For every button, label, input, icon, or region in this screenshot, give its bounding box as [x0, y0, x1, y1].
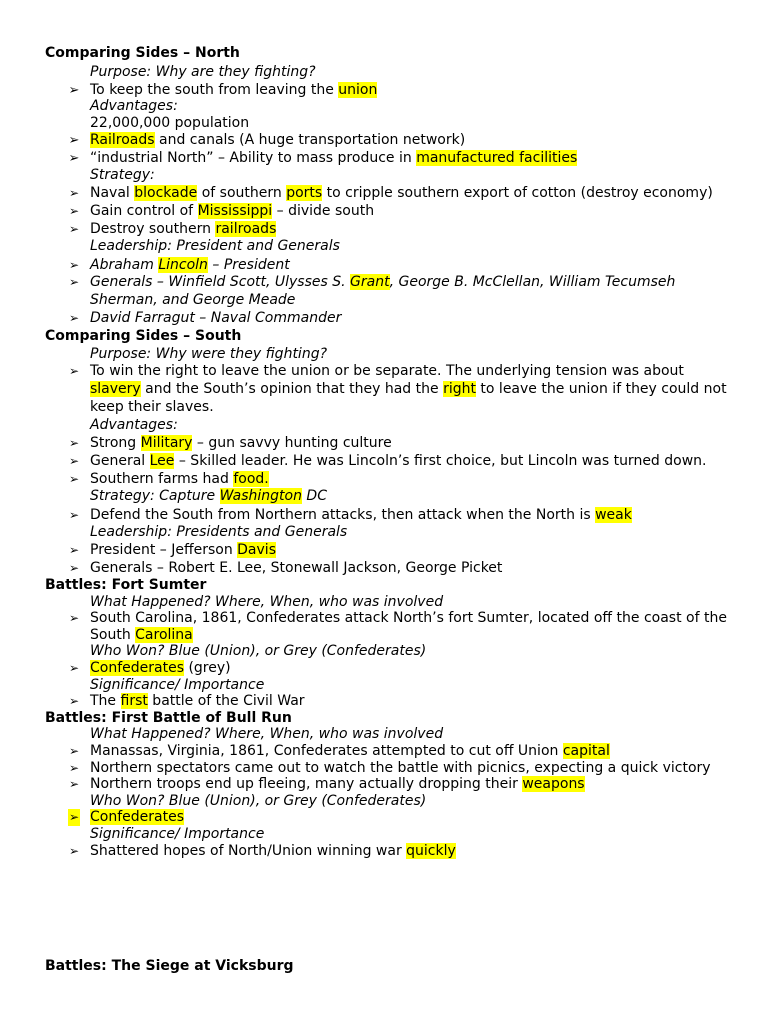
section-heading-south: Comparing Sides – South — [45, 328, 242, 344]
arrow-bullet-icon: ➢ — [68, 543, 80, 557]
arrow-bullet-icon: ➢ — [68, 454, 80, 468]
highlight: Military — [140, 435, 193, 451]
purpose-label: Purpose: Why are they fighting? — [90, 64, 316, 80]
arrow-bullet-icon: ➢ — [68, 364, 80, 378]
list-item-continuation: South Carolina — [90, 627, 193, 643]
list-item: ➢ Destroy southern railroads — [68, 221, 277, 237]
list-item: ➢ General Lee – Skilled leader. He was Lincoln’s first choice, but Lincoln was turned down. — [68, 453, 707, 469]
list-item: ➢ Abraham Lincoln – President — [68, 257, 290, 273]
highlight: food. — [233, 471, 269, 487]
leadership-label: Leadership: President and Generals — [90, 238, 340, 254]
list-item: ➢ Northern spectators came out to watch the battle with picnics, expecting a quick victory — [68, 760, 711, 776]
arrow-bullet-icon: ➢ — [68, 222, 80, 236]
arrow-bullet-icon: ➢ — [68, 844, 80, 858]
list-item: ➢ President – Jefferson Davis — [68, 542, 276, 558]
highlight: Railroads — [90, 132, 155, 148]
list-item: ➢ Confederates (grey) — [68, 660, 231, 676]
arrow-bullet-icon: ➢ — [68, 472, 80, 486]
list-item: ➢ Northern troops end up fleeing, many actually dropping their weapons — [68, 776, 585, 792]
arrow-bullet-icon: ➢ — [68, 508, 80, 522]
arrow-bullet-icon: ➢ — [68, 83, 80, 98]
highlight: Confederates — [90, 660, 184, 676]
highlight: Grant — [350, 274, 390, 290]
highlight: union — [338, 82, 378, 98]
arrow-bullet-icon: ➢ — [68, 275, 80, 289]
arrow-bullet-icon: ➢ — [68, 311, 80, 325]
arrow-bullet-icon: ➢ — [68, 611, 80, 625]
highlight: slavery — [90, 381, 141, 397]
list-item-continuation: slavery and the South’s opinion that they had the right to leave the union if they could not — [90, 381, 727, 397]
highlight: first — [120, 693, 148, 709]
list-item: ➢ Manassas, Virginia, 1861, Confederates attempted to cut off Union capital — [68, 743, 610, 759]
highlight: railroads — [215, 221, 277, 237]
who-won-label: Who Won? Blue (Union), or Grey (Confederates) — [90, 643, 427, 659]
highlight: ports — [286, 185, 323, 201]
arrow-bullet-icon: ➢ — [68, 777, 80, 791]
list-item: ➢ The first battle of the Civil War — [68, 693, 305, 709]
highlight: manufactured facilities — [416, 150, 578, 166]
list-item: ➢ Generals – Robert E. Lee, Stonewall Jackson, George Picket — [68, 560, 503, 576]
arrow-bullet-icon: ➢ — [68, 258, 80, 272]
purpose-label: Purpose: Why were they fighting? — [90, 346, 328, 362]
significance-label: Significance/ Importance — [90, 826, 265, 842]
what-happened-label: What Happened? Where, When, who was involved — [90, 726, 444, 742]
advantages-label: Advantages: — [90, 98, 178, 114]
highlight: Lee — [149, 453, 175, 469]
highlight: right — [443, 381, 476, 397]
list-item: ➢ Naval blockade of southern ports to cripple southern export of cotton (destroy economy) — [68, 185, 713, 201]
arrow-bullet-icon: ➢ — [68, 810, 80, 824]
arrow-bullet-icon: ➢ — [68, 151, 80, 166]
population-text: 22,000,000 population — [90, 115, 250, 131]
list-item: ➢ Defend the South from Northern attacks, then attack when the North is weak — [68, 507, 632, 523]
list-item: ➢ “industrial North” – Ability to mass produce in manufactured facilities — [68, 150, 578, 166]
list-item: ➢ David Farragut – Naval Commander — [68, 310, 342, 326]
arrow-bullet-icon: ➢ — [68, 436, 80, 450]
highlight: weak — [595, 507, 632, 523]
who-won-label: Who Won? Blue (Union), or Grey (Confederates) — [90, 793, 427, 809]
arrow-bullet-icon: ➢ — [68, 694, 80, 708]
section-heading-fort-sumter: Battles: Fort Sumter — [45, 577, 207, 593]
list-item — [68, 809, 730, 826]
highlight: Mississippi — [197, 203, 273, 219]
strategy-label: Strategy: — [90, 167, 155, 183]
leadership-label: Leadership: Presidents and Generals — [90, 524, 348, 540]
list-item-continuation: keep their slaves. — [90, 399, 214, 415]
advantages-label: Advantages: — [90, 417, 178, 433]
section-heading-vicksburg: Battles: The Siege at Vicksburg — [45, 958, 294, 974]
arrow-bullet-icon: ➢ — [68, 661, 80, 675]
section-heading-bull-run: Battles: First Battle of Bull Run — [45, 710, 292, 726]
highlight: Davis — [237, 542, 276, 558]
list-item: ➢ South Carolina, 1861, Confederates attack North’s fort Sumter, located off the coast of the — [68, 610, 727, 626]
arrow-bullet-icon: ➢ — [68, 744, 80, 758]
list-item: ➢ Strong Military – gun savvy hunting culture — [68, 435, 392, 451]
highlight: Carolina — [135, 627, 193, 643]
list-item: ➢ Shattered hopes of North/Union winning war quickly — [68, 843, 456, 859]
arrow-bullet-icon: ➢ — [68, 561, 80, 575]
highlight: Washington — [219, 488, 302, 504]
list-item-continuation: Sherman, and George Meade — [90, 292, 296, 308]
list-item: ➢ Southern farms had food. — [68, 471, 269, 487]
list-item: ➢ To win the right to leave the union or be separate. The underlying tension was about — [68, 363, 684, 379]
strategy-label: Strategy: Capture Washington DC — [90, 488, 327, 504]
list-item: ➢ To keep the south from leaving the union — [68, 82, 378, 98]
highlight: blockade — [134, 185, 198, 201]
arrow-bullet-icon: ➢ — [68, 204, 80, 218]
significance-label: Significance/ Importance — [90, 677, 265, 693]
arrow-bullet-icon: ➢ — [68, 761, 80, 775]
list-item: ➢ Gain control of Mississippi – divide south — [68, 203, 375, 219]
highlight: Confederates — [90, 809, 184, 825]
list-item: ➢ Railroads and canals (A huge transportation network) — [68, 132, 466, 148]
highlight: weapons — [522, 776, 585, 792]
arrow-bullet-icon: ➢ — [68, 133, 80, 148]
section-heading-north: Comparing Sides – North — [45, 45, 240, 61]
highlight: quickly — [406, 843, 456, 859]
highlight: capital — [562, 743, 610, 759]
what-happened-label: What Happened? Where, When, who was involved — [90, 594, 444, 610]
list-item: ➢ Generals – Winfield Scott, Ulysses S. Grant, George B. McClellan, William Tecumseh — [68, 274, 676, 290]
highlight: Lincoln — [158, 257, 208, 273]
arrow-bullet-icon: ➢ — [68, 186, 80, 200]
